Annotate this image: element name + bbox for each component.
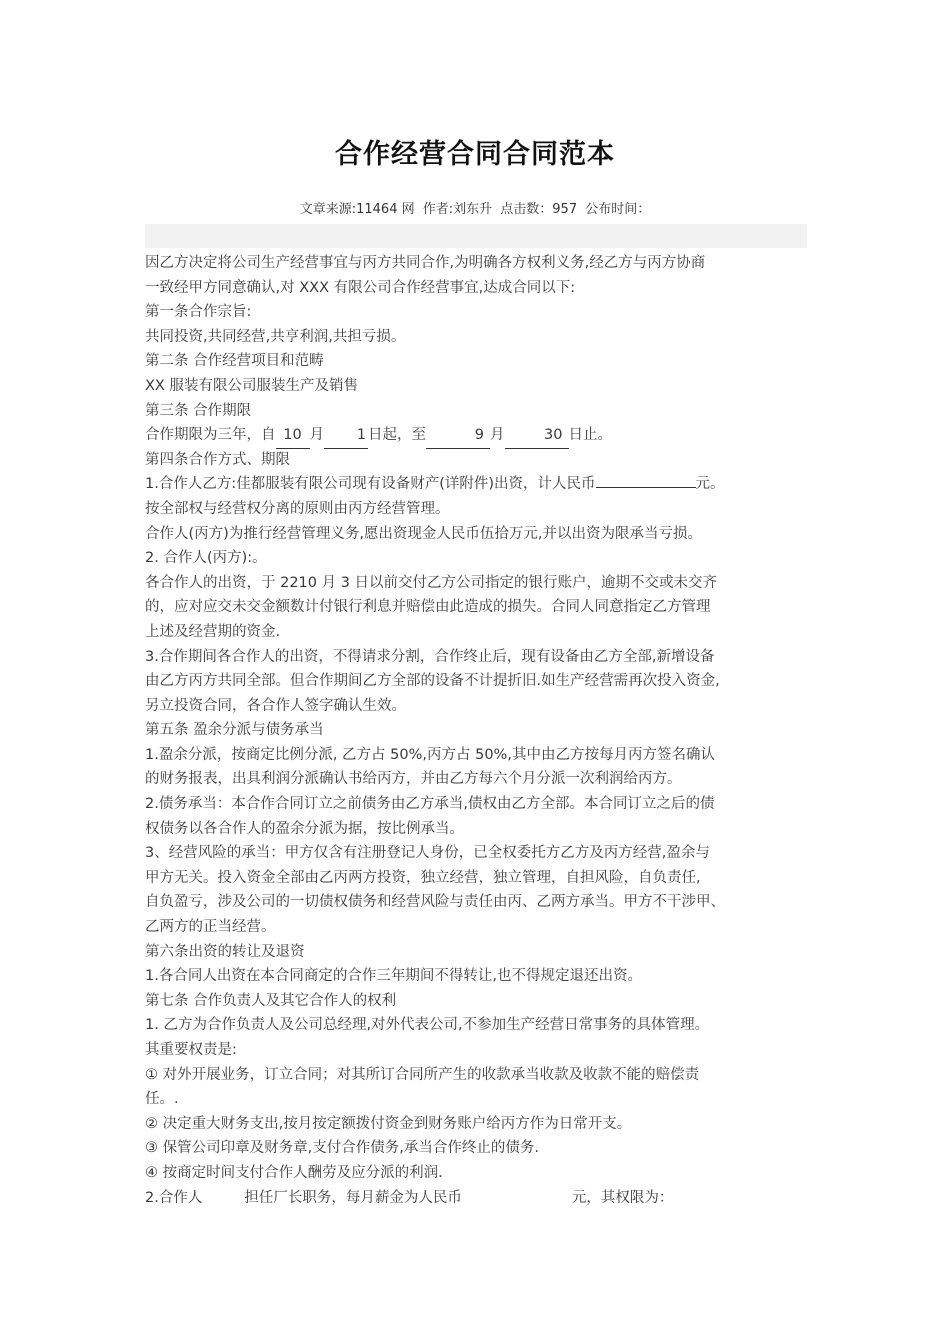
paragraph-line: 第七条 合作负责人及其它合作人的权利	[145, 992, 397, 1009]
paragraph-line: 乙两方的正当经营。	[145, 919, 276, 936]
paragraph-line: 3.合作期间各合作人的出资，不得请求分割，合作终止后，现有设备由乙方全部,新增设备	[145, 648, 715, 665]
paragraph-line: 3、经营风险的承当：甲方仅含有注册登记人身份，已全权委托方乙方及丙方经营,盈余与	[145, 845, 710, 862]
paragraph-line: ④ 按商定时间支付合作人酬劳及应分派的利润.	[145, 1164, 443, 1181]
last-part-a: 2.合作人	[145, 1189, 203, 1206]
meta-clicks: 点击数：957	[500, 202, 578, 217]
term-line	[145, 423, 815, 448]
term-prefix: 合作期限为三年，自	[145, 427, 276, 444]
paragraph-line: 其重要权责是:	[145, 1042, 237, 1058]
paragraph-line: ③ 保管公司印章及财务章,支付合作债务,承当合作终止的债务.	[145, 1140, 539, 1157]
paragraph-line: XX 服装有限公司服装生产及销售	[145, 377, 358, 394]
paragraph-line: 共同投资,共同经营,共亨利润,共担亏损。	[145, 328, 406, 345]
term-end-day: 30	[505, 423, 569, 449]
paragraph-line: 上述及经营期的资金.	[145, 623, 281, 640]
paragraph-line: 按全部权与经营权分离的原则由丙方经营管理。	[145, 500, 450, 517]
paragraph-line: 权债务以各合作人的盈余分派为据，按比例承当。	[145, 820, 464, 837]
paragraph-line: 的财务报表，出具利润分派确认书给丙方，并由乙方每六个月分派一次利润给丙方。	[145, 771, 682, 788]
paragraph-line: 第四条合作方式、期限	[145, 451, 290, 468]
term-mid: 日起，至	[368, 427, 426, 444]
invest-suffix: 元。	[695, 476, 725, 493]
paragraph-line: 第三条 合作期限	[145, 402, 252, 419]
paragraph-line: 第五条 盈余分派与债务承当	[145, 722, 324, 739]
paragraph-line: 2.债务承当：本合作合同订立之前债务由乙方承当,债权由乙方全部。本合同订立之后的债	[145, 796, 715, 813]
paragraph-line: 甲方无关。投入资金全部由乙丙两方投资，独立经营，独立管理，自担风险，自负责任,	[145, 869, 701, 886]
last-part-b: 担任厂长职务，每月薪金为人民币	[244, 1189, 462, 1206]
paragraph-line: 1.各合同人出资在本合同商定的合作三年期间不得转让,也不得规定退还出资。	[145, 968, 642, 985]
paragraph-line: 2. 合作人(丙方):。	[145, 550, 267, 567]
paragraph-line: 由乙方丙方共同全部。但合作期间乙方全部的设备不计提折旧.如生产经营需再次投入资金,	[145, 673, 720, 690]
paragraph-line: 第一条合作宗旨:	[145, 304, 252, 321]
term-end-month: 9	[426, 423, 490, 449]
article-meta	[0, 198, 950, 217]
paragraph-line: 一致经甲方同意确认,对 XXX 有限公司合作经营事宜,达成合同以下:	[145, 279, 576, 296]
last-part-c: 元，其权限为：	[571, 1189, 674, 1206]
paragraph-line: 的，应对应交未交金额数计付银行利息并赔偿由此造成的损失。合同人同意指定乙方管理	[145, 599, 711, 616]
invest-prefix: 1.合作人乙方:佳都服装有限公司现有设备财产(详附件)出资，计人民币	[145, 476, 596, 493]
meta-published: 公布时间：	[585, 202, 651, 217]
divider-band	[145, 224, 807, 248]
paragraph-line: 第六条出资的转让及退资	[145, 943, 305, 960]
term-month-label: 月	[309, 427, 324, 444]
paragraph-line: 因乙方决定将公司生产经营事宜与丙方共同合作,为明确各方权利义务,经乙方与丙方协商	[145, 255, 706, 271]
term-start-month: 10	[276, 423, 310, 449]
term-suffix: 日止。	[568, 427, 612, 444]
paragraph-line: 任。.	[145, 1091, 179, 1108]
paragraph-line: 自负盈亏，涉及公司的一切债权债务和经营风险与责任由丙、乙两方承当。甲方不干涉甲、	[145, 894, 725, 911]
meta-author: 作者:刘东升	[422, 202, 493, 217]
paragraph-line: 合作人(丙方)为推行经营管理义务,愿出资现金人民币伍拾万元,并以出资为限承当亏损。	[145, 525, 703, 542]
paragraph-line: 第二条 合作经营项目和范畴	[145, 353, 324, 370]
paragraph-line: 另立投资合同，各合作人签字确认生效。	[145, 697, 406, 714]
paragraph-line: ② 决定重大财务支出,按月按定额拨付资金到财务账户给丙方作为日常开支。	[145, 1115, 632, 1132]
term-month-label: 月	[490, 427, 505, 444]
paragraph-line: 各合作人的出资，于 2210 月 3 日以前交付乙方公司指定的银行账户，逾期不交或未交齐	[145, 574, 718, 591]
last-line	[145, 1186, 815, 1211]
contract-body	[145, 251, 815, 1210]
invest-line	[145, 472, 815, 497]
paragraph-line: ① 对外开展业务，订立合同；对其所订合同所产生的收款承当收款及收款不能的赔偿责	[145, 1066, 700, 1083]
meta-source: 文章来源:11464 网	[299, 202, 415, 217]
invest-amount-blank	[596, 473, 696, 488]
paragraph-line: 1. 乙方为合作负责人及公司总经理,对外代表公司,不参加生产经营日常事务的具体管理。	[145, 1017, 710, 1034]
document-title: 合作经营合同合同范本	[335, 139, 615, 170]
paragraph-line: 1.盈余分派，按商定比例分派, 乙方占 50%,丙方占 50%,其中由乙方按每月丙方签名确认	[145, 746, 715, 763]
term-start-day: 1	[324, 423, 368, 449]
